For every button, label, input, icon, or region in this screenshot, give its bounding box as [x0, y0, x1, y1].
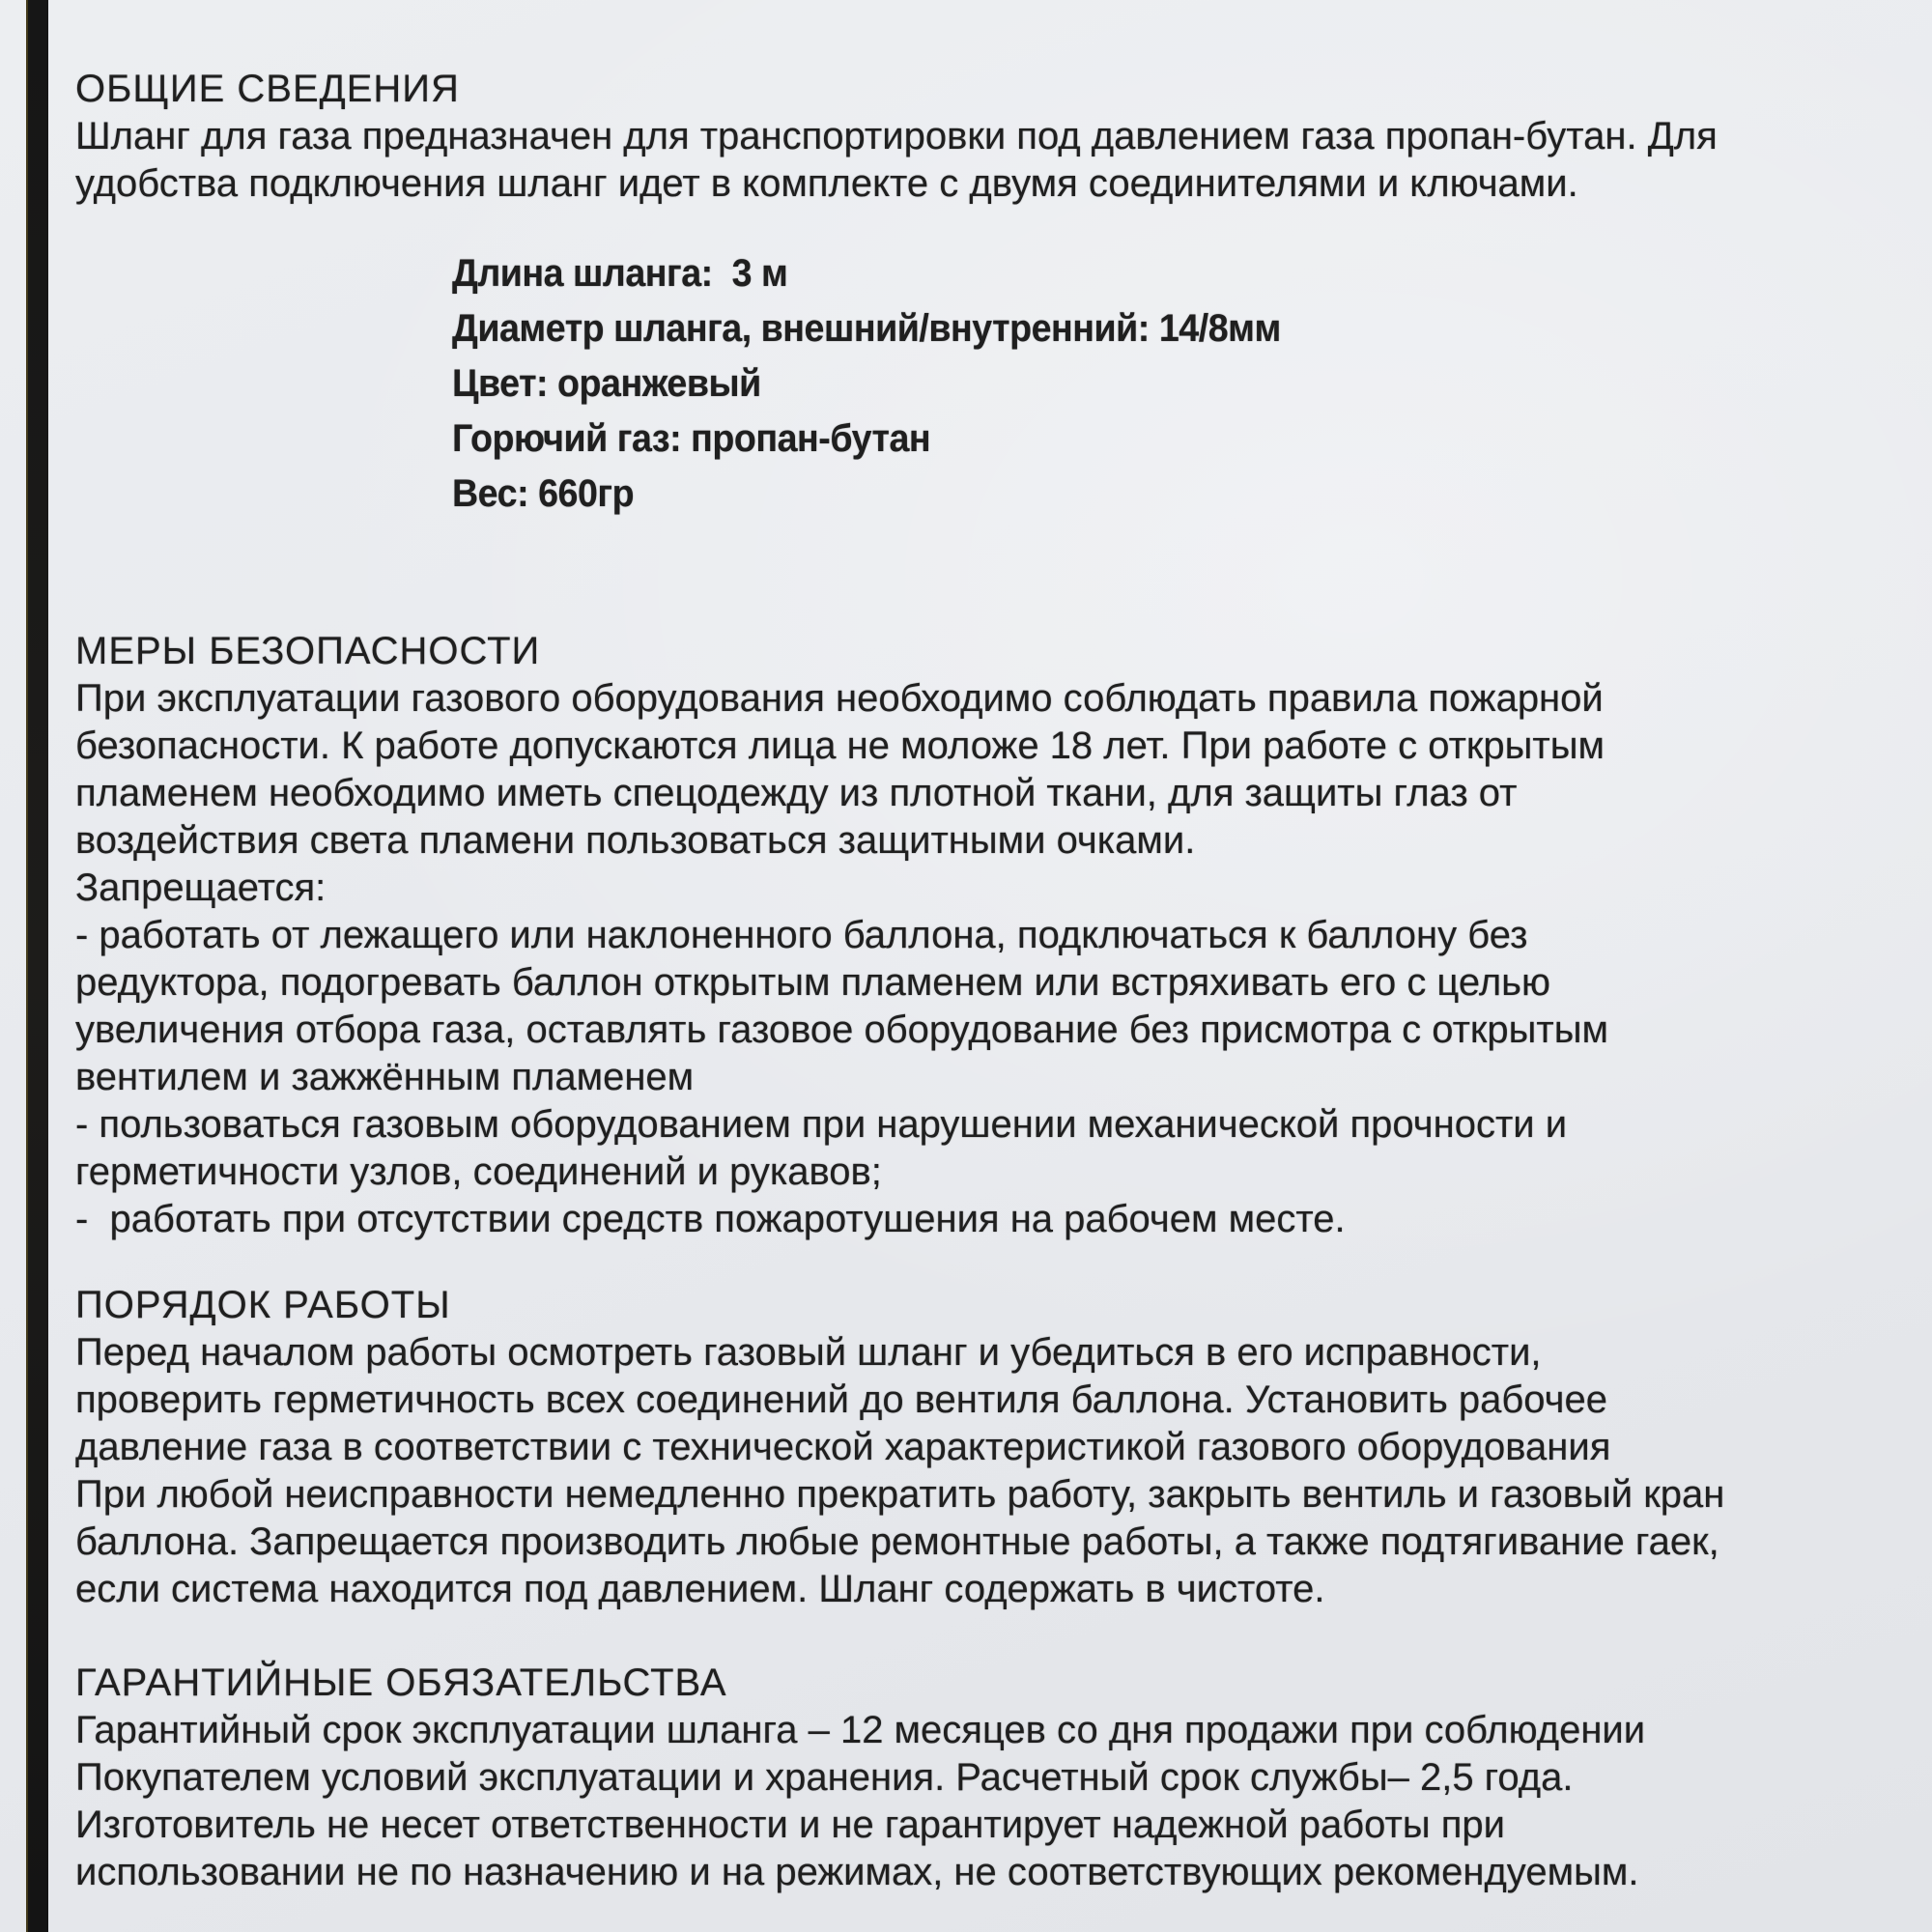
- text-line: если система находится под давлением. Шланг содержать в чистоте.: [75, 1568, 1325, 1610]
- section-heading: ГАРАНТИЙНЫЕ ОБЯЗАТЕЛЬСТВА: [75, 1662, 727, 1704]
- text-line: удобства подключения шланг идет в комплекте с двумя соединителями и ключами.: [75, 162, 1578, 205]
- section-warranty: [75, 1660, 1916, 1896]
- bullet-line: - работать при отсутствии средств пожаротушения на рабочем месте.: [75, 1198, 1346, 1240]
- text-line: редуктора, подогревать баллон открытым пламенем или встряхивать его с целью: [75, 961, 1550, 1004]
- text-line: Изготовитель не несет ответственности и не гарантирует надежной работы при: [75, 1804, 1505, 1846]
- spec-line-diameter: Диаметр шланга, внешний/внутренний: 14/8мм: [452, 307, 1281, 350]
- spec-line-weight: Вес: 660гр: [452, 472, 635, 515]
- section-general-info: [75, 66, 1916, 522]
- document-content: [75, 66, 1916, 1896]
- text-line: увеличения отбора газа, оставлять газовое оборудование без присмотра с открытым: [75, 1009, 1608, 1051]
- text-line: Перед началом работы осмотреть газовый шланг и убедиться в его исправности,: [75, 1331, 1542, 1374]
- scan-edge-black-bar: [26, 0, 48, 1932]
- text-line: проверить герметичность всех соединений до вентиля баллона. Установить рабочее: [75, 1378, 1607, 1421]
- section-operating-procedure: [75, 1282, 1916, 1613]
- text-line: воздействия света пламени пользоваться защитными очками.: [75, 819, 1196, 862]
- text-line: давление газа в соответствии с технической характеристикой газового оборудования: [75, 1426, 1611, 1468]
- spec-line-length: Длина шланга: 3 м: [452, 252, 788, 295]
- text-line: баллона. Запрещается производить любые ремонтные работы, а также подтягивание гаек,: [75, 1520, 1719, 1563]
- spec-line-gas: Горючий газ: пропан-бутан: [452, 417, 931, 460]
- text-line: Шланг для газа предназначен для транспортировки под давлением газа пропан-бутан. Для: [75, 115, 1718, 157]
- text-line: Гарантийный срок эксплуатации шланга – 12 месяцев со дня продажи при соблюдении: [75, 1709, 1646, 1751]
- bullet-line: - пользоваться газовым оборудованием при нарушении механической прочности и: [75, 1103, 1568, 1146]
- text-line: герметичности узлов, соединений и рукавов;: [75, 1151, 882, 1193]
- text-line: Покупателем условий эксплуатации и хранения. Расчетный срок службы– 2,5 года.: [75, 1756, 1574, 1799]
- text-line: При любой неисправности немедленно прекратить работу, закрыть вентиль и газовый кран: [75, 1473, 1725, 1516]
- text-line: безопасности. К работе допускаются лица не моложе 18 лет. При работе с открытым: [75, 724, 1605, 767]
- text-line: вентилем и зажжённым пламенем: [75, 1056, 695, 1098]
- section-heading: МЕРЫ БЕЗОПАСНОСТИ: [75, 630, 541, 672]
- section-safety: [75, 628, 1916, 1243]
- section-heading: ПОРЯДОК РАБОТЫ: [75, 1284, 451, 1326]
- text-line: использовании не по назначению и на режимах, не соответствующих рекомендуемым.: [75, 1851, 1639, 1893]
- spec-line-color: Цвет: оранжевый: [452, 362, 761, 405]
- text-line: При эксплуатации газового оборудования необходимо соблюдать правила пожарной: [75, 677, 1604, 720]
- section-heading: ОБЩИЕ СВЕДЕНИЯ: [75, 68, 460, 110]
- spec-block: [452, 246, 1916, 522]
- text-line: Запрещается:: [75, 867, 327, 909]
- bullet-line: - работать от лежащего или наклоненного баллона, подключаться к баллону без: [75, 914, 1528, 956]
- text-line: пламенем необходимо иметь спецодежду из плотной ткани, для защиты глаз от: [75, 772, 1518, 814]
